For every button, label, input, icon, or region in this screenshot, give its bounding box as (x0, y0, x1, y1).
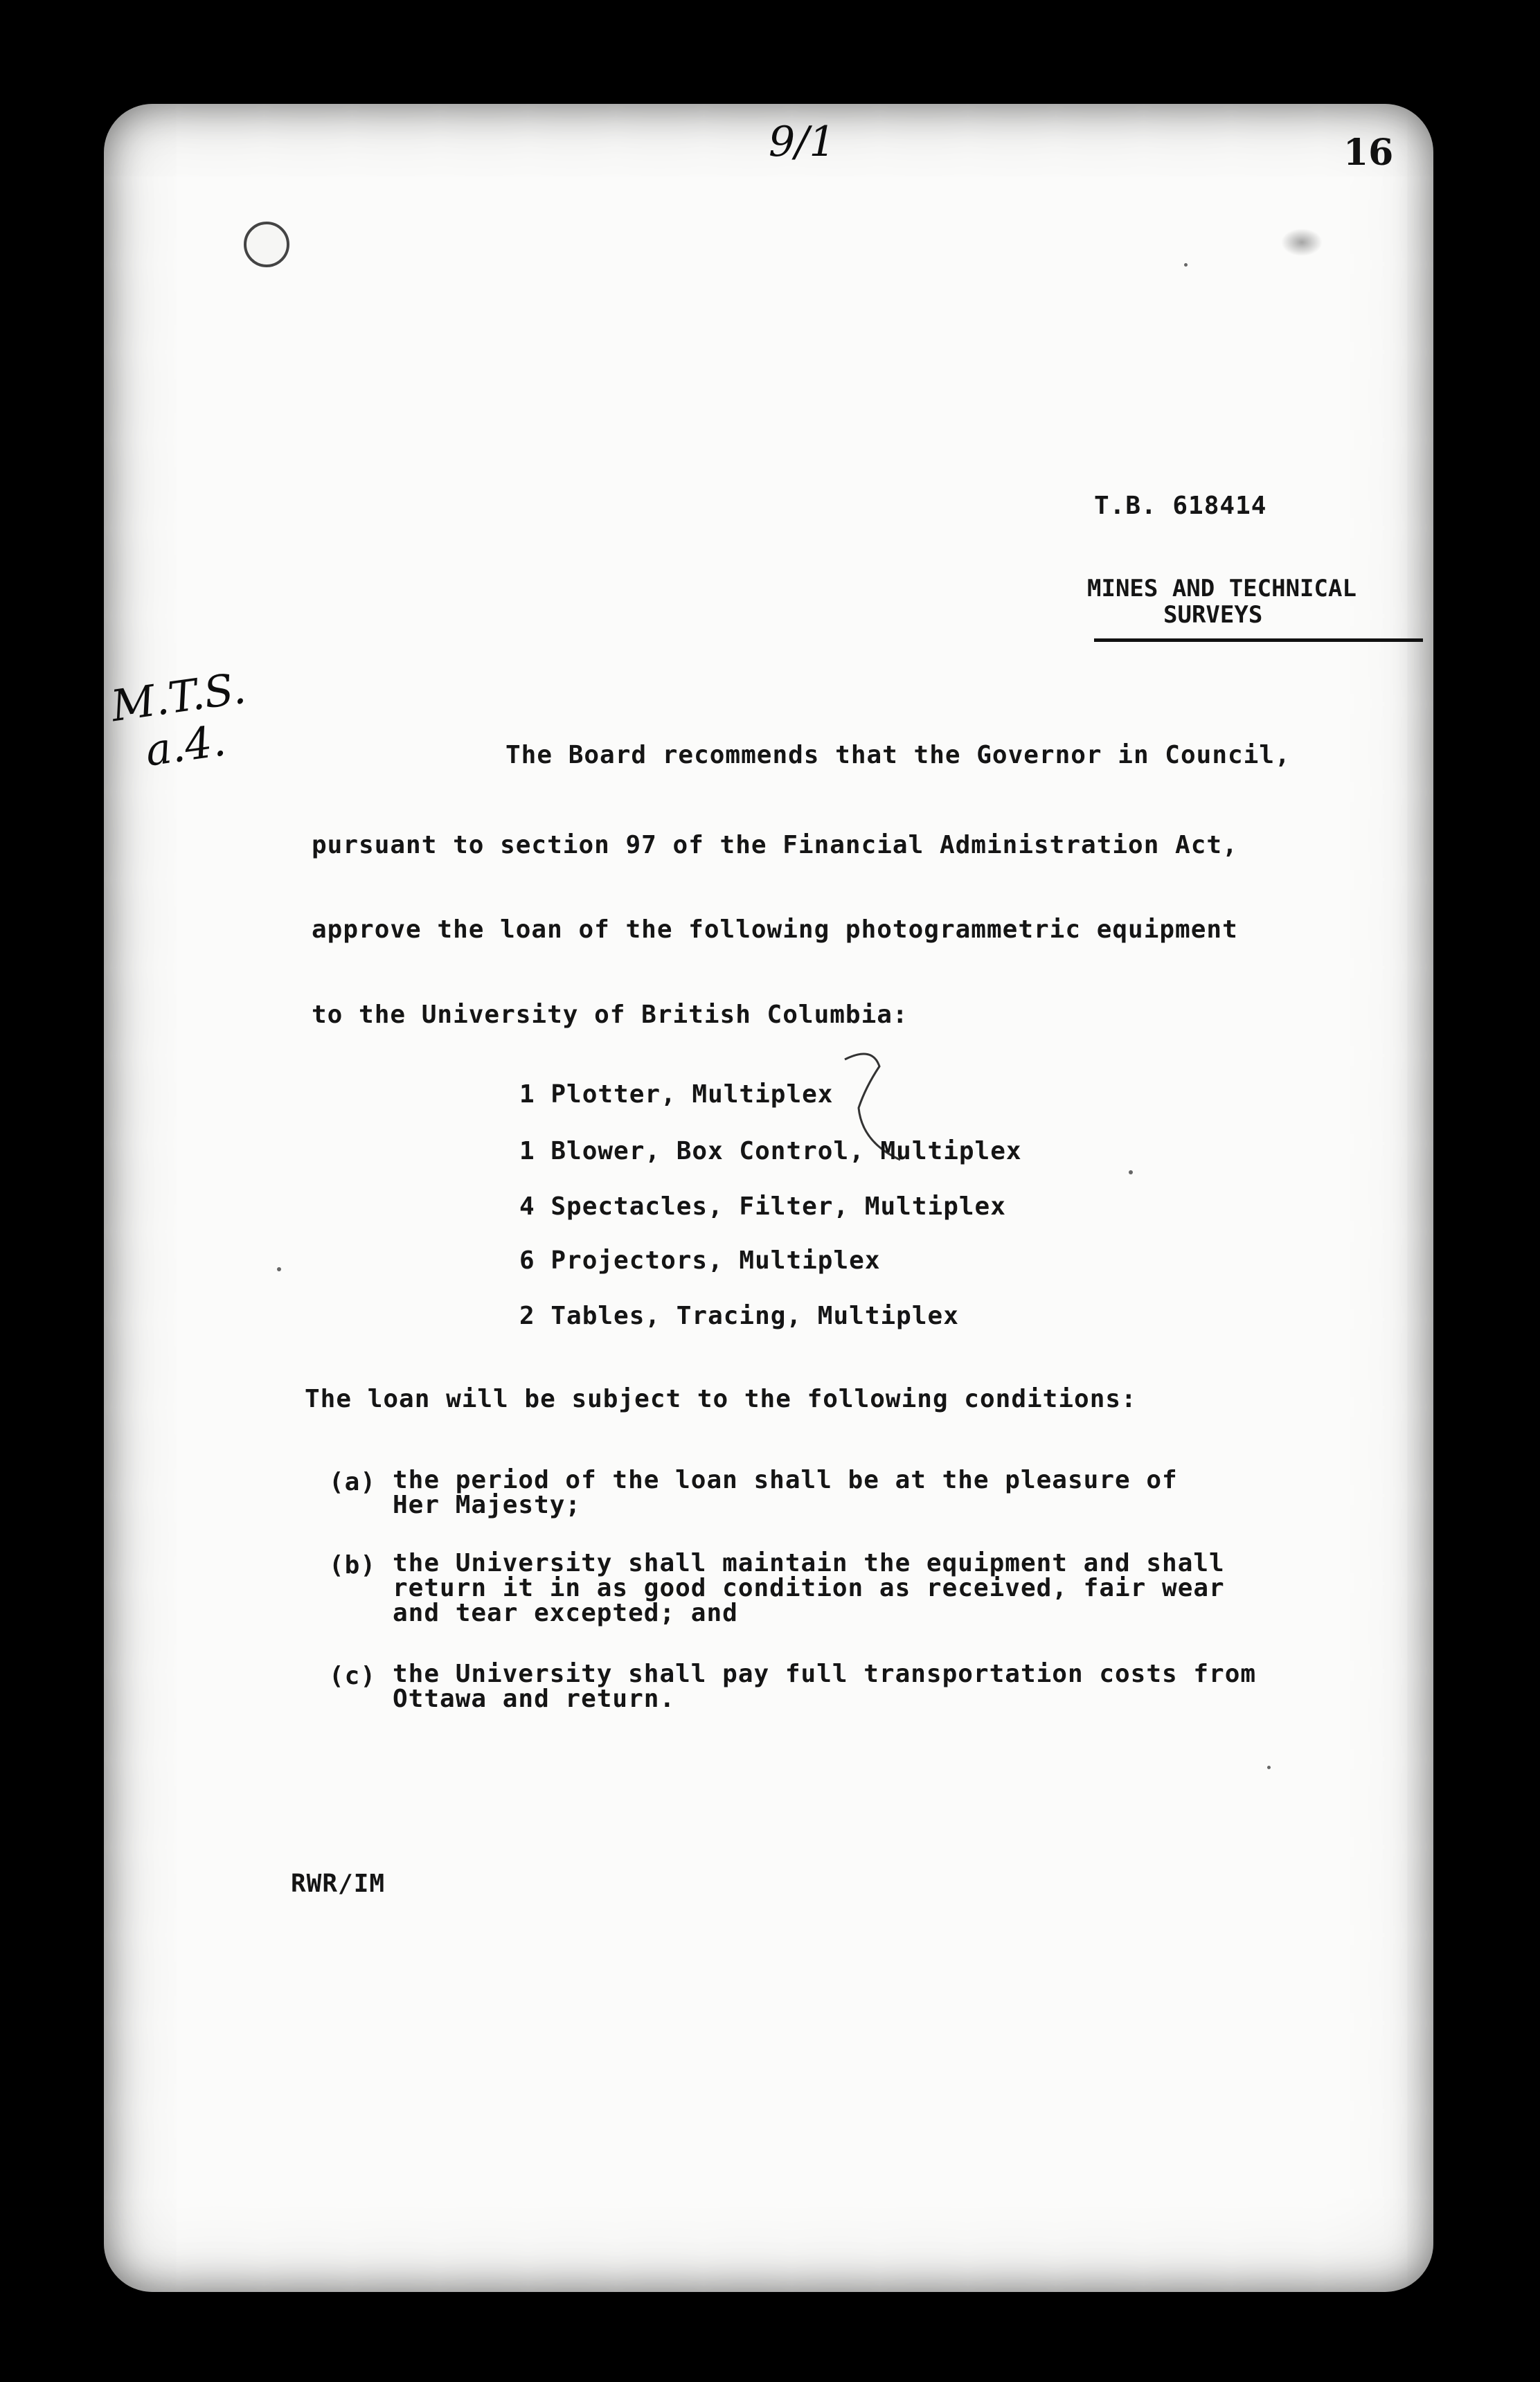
speck (1129, 1170, 1133, 1174)
condition-label: (b) (329, 1551, 377, 1579)
condition-text: the University shall maintain the equipment and shall return it in as good condition as received, fair wear and tear excepted; and (393, 1549, 1225, 1627)
department-heading-line2: SURVEYS (1163, 601, 1263, 629)
equipment-item: 4 Spectacles, Filter, Multiplex (519, 1192, 1006, 1221)
heading-underline (1094, 638, 1423, 642)
speck (1267, 1766, 1271, 1769)
equipment-item: 1 Plotter, Multiplex (519, 1080, 834, 1109)
equipment-item: 1 Blower, Box Control, Multiplex (519, 1137, 1022, 1165)
condition-label: (c) (329, 1662, 377, 1690)
paragraph-line-1: The Board recommends that the Governor in Council, (505, 741, 1291, 769)
conditions-intro: The loan will be subject to the following conditions: (305, 1385, 1137, 1413)
condition-text: the period of the loan shall be at the pleasure of Her Majesty; (393, 1466, 1178, 1519)
equipment-item: 6 Projectors, Multiplex (519, 1246, 881, 1275)
handwritten-folio: 9/1 (769, 118, 836, 166)
document-page (104, 104, 1433, 2292)
margin-note: M.T.S. (107, 662, 249, 732)
page-number: 16 (1343, 132, 1394, 174)
equipment-item: 2 Tables, Tracing, Multiplex (519, 1302, 959, 1330)
typist-initials: RWR/IM (291, 1870, 386, 1898)
paragraph-line-2: pursuant to section 97 of the Financial Administration Act, (312, 831, 1238, 859)
condition-label: (a) (329, 1468, 377, 1496)
speck (277, 1267, 281, 1271)
treasury-board-reference: T.B. 618414 (1094, 492, 1267, 520)
paragraph-line-3: approve the loan of the following photogrammetric equipment (312, 915, 1238, 944)
condition-text: the University shall pay full transportation costs from Ottawa and return. (393, 1660, 1257, 1713)
department-heading: MINES AND TECHNICAL (1087, 575, 1357, 602)
ink-smudge (1281, 229, 1323, 256)
paragraph-line-4: to the University of British Columbia: (312, 1001, 908, 1029)
speck (1184, 263, 1188, 267)
punch-hole (244, 222, 289, 267)
margin-note-second-line: a.4. (142, 715, 229, 776)
